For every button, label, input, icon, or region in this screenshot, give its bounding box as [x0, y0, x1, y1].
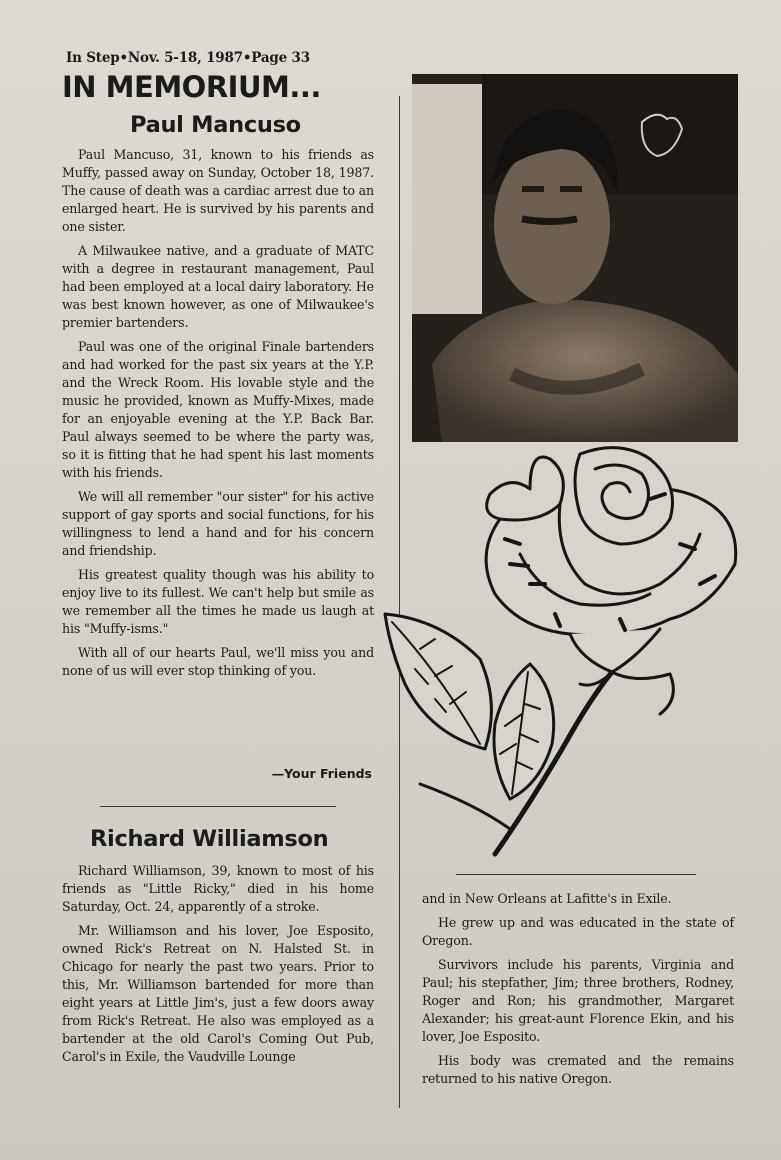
paul-signature: —Your Friends	[271, 766, 372, 781]
richard-paragraph: Richard Williamson, 39, known to most of his friends as "Little Ricky," died in his home Saturday, Oct. 24, apparently of a stroke.	[62, 863, 374, 914]
richard-name-heading: Richard Williamson	[90, 826, 329, 852]
richard-paragraph: He grew up and was educated in the state of Oregon.	[422, 915, 734, 948]
paul-paragraph: A Milwaukee native, and a graduate of MATC with a degree in restaurant management, Paul had been employed at a local dairy laboratory. He was best known however, as one of Milwaukee's premier bartenders.	[62, 243, 374, 330]
paul-paragraph: We will all remember "our sister" for his active support of gay sports and social functions, for his willingness to lend a hand and for his concern and friendship.	[62, 489, 374, 558]
page-title: IN MEMORIUM...	[62, 70, 321, 104]
richard-continuation: and in New Orleans at Lafitte's in Exile.	[422, 891, 672, 906]
richard-paragraph: Mr. Williamson and his lover, Joe Esposito, owned Rick's Retreat on N. Halsted St. in Chicago for nearly the past two years. Prior to this, Mr. Williamson bartended for more than eight years at Little Jim's, just a few doors away from Rick's Retreat. He also was employed as a bartender at the old Carol's Coming Out Pub, Carol's in Exile, the Vaudville Lounge	[62, 923, 374, 1064]
paul-paragraph: His greatest quality though was his ability to enjoy live to its fullest. We can't help but smile as we remember all the times he made us laugh at his "Muffy-isms."	[62, 567, 374, 636]
richard-paragraph: His body was cremated and the remains returned to his native Oregon.	[422, 1053, 734, 1086]
section-divider-right	[456, 874, 696, 875]
richard-article-right	[422, 890, 734, 1094]
paul-paragraph: With all of our hearts Paul, we'll miss you and none of us will ever stop thinking of you.	[62, 645, 374, 678]
paul-article	[62, 146, 374, 686]
paul-name-heading: Paul Mancuso	[130, 112, 301, 138]
paul-paragraph: Paul was one of the original Finale bartenders and had worked for the past six years at the Y.P. and the Wreck Room. His lovable style and the music he provided, known as Muffy-Mixes, made for an enjoyable evening at the Y.P. Back Bar. Paul always seemed to be where the party was, so it is fitting that he had spent his last moments with his friends.	[62, 339, 374, 480]
rose-illustration	[380, 444, 770, 864]
richard-article-left	[62, 862, 374, 1072]
section-divider	[100, 806, 336, 807]
running-head: In Step•Nov. 5-18, 1987•Page 33	[66, 50, 310, 66]
paul-paragraph: Paul Mancuso, 31, known to his friends as Muffy, passed away on Sunday, October 18, 1987. The cause of death was a cardiac arrest due to an enlarged heart. He is survived by his parents and one sister.	[62, 147, 374, 234]
portrait-photo	[412, 74, 738, 442]
richard-paragraph: Survivors include his parents, Virginia and Paul; his stepfather, Jim; three brothers, Rodney, Roger and Ron; his grandmother, Margaret Alexander; his great-aunt Florence Ekin, and his lover, Joe Esposito.	[422, 957, 734, 1044]
